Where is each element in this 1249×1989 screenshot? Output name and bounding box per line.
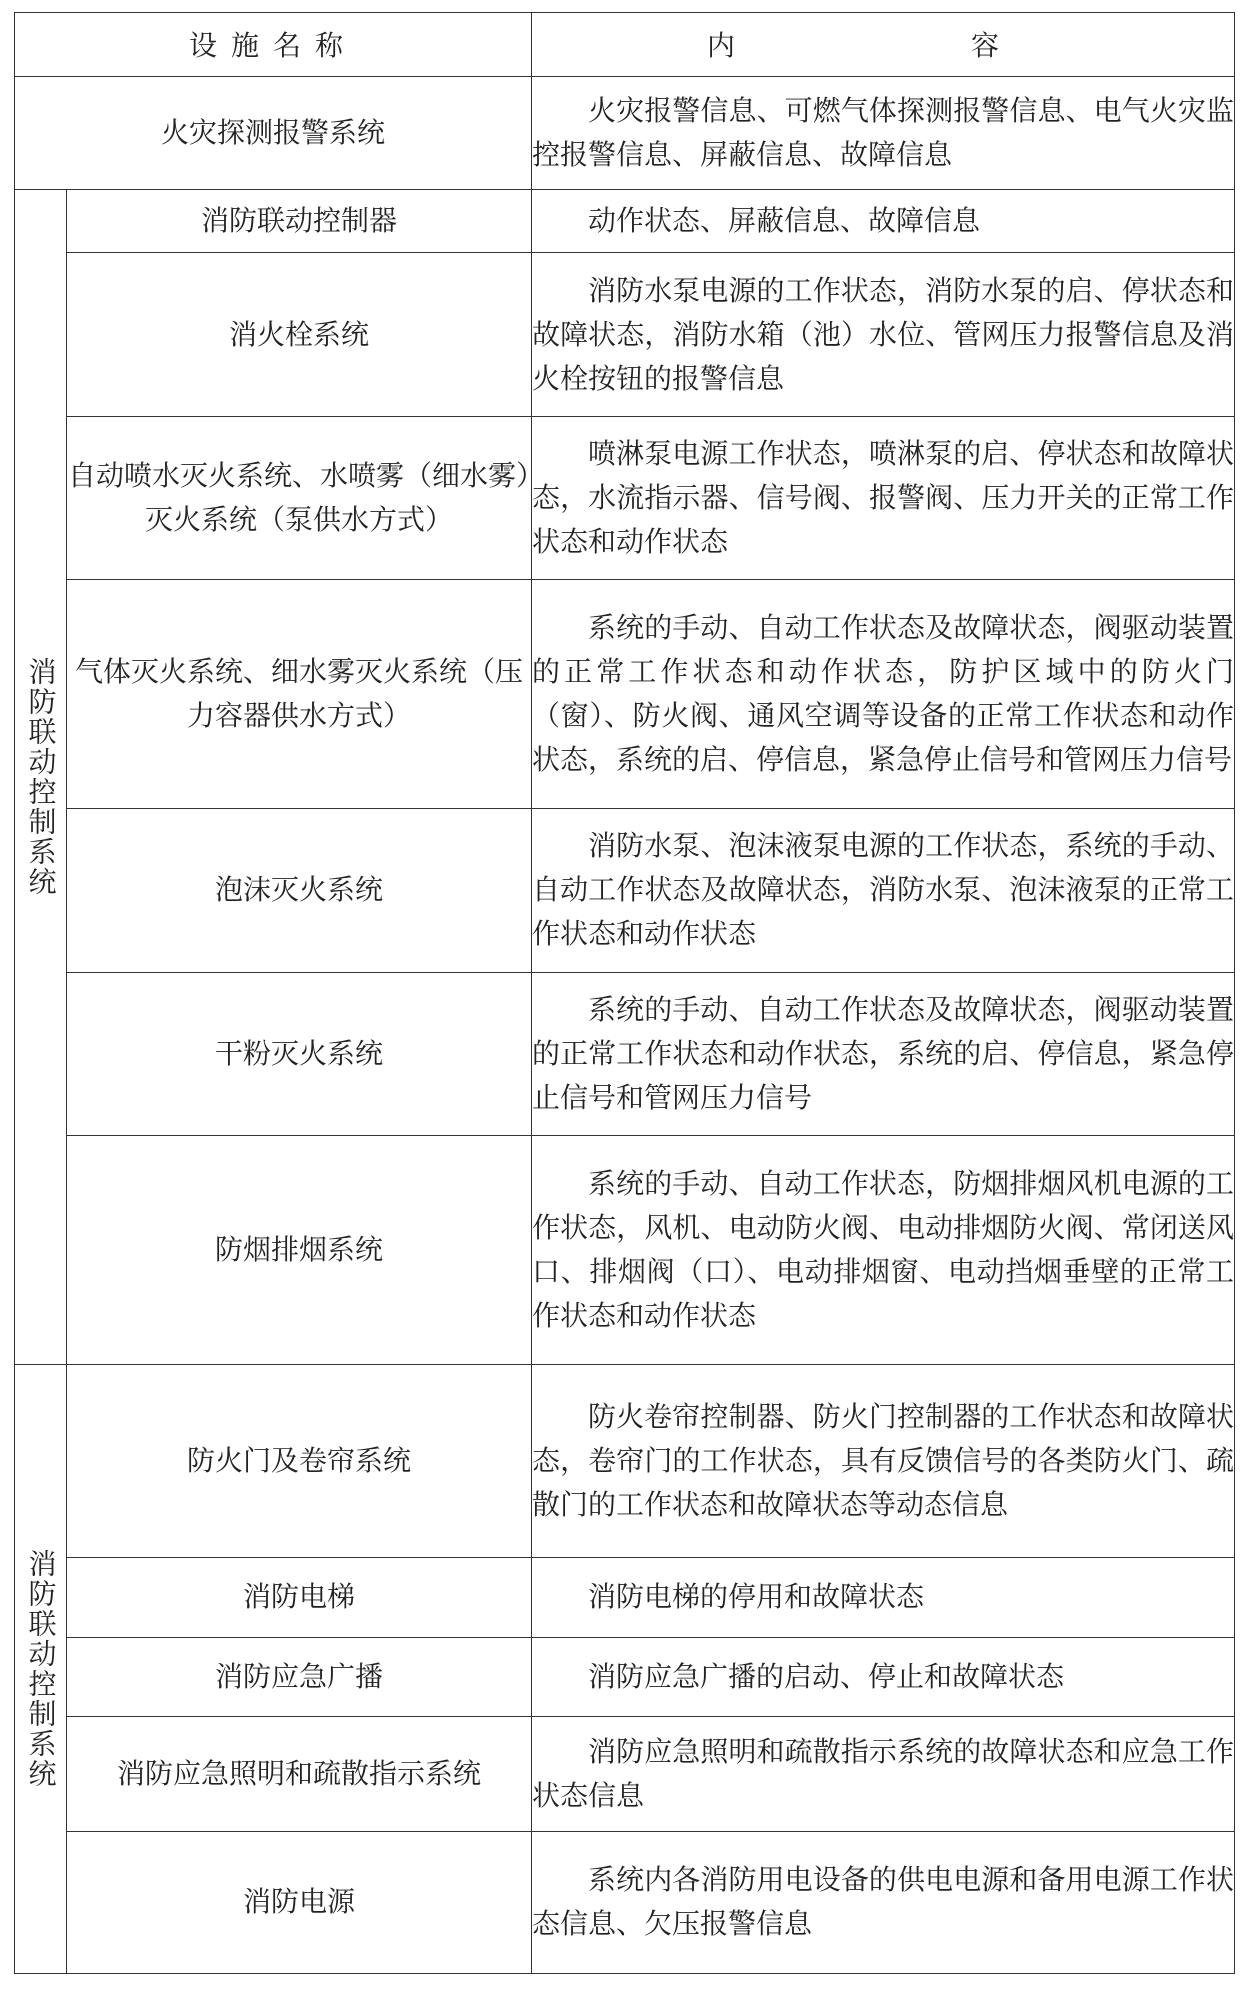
facility-content: 喷淋泵电源工作状态，喷淋泵的启、停状态和故障状态，水流指示器、信号阀、报警阀、压力开关的正常工作状态和动作状态 xyxy=(532,416,1235,579)
facility-content: 防火卷帘控制器、防火门控制器的工作状态和故障状态，卷帘门的工作状态，具有反馈信号的各类防火门、疏散门的工作状态和故障状态等动态信息 xyxy=(532,1365,1235,1558)
facility-name: 自动喷水灭火系统、水喷雾（细水雾）灭火系统（泵供水方式） xyxy=(67,416,532,579)
facility-name: 防火门及卷帘系统 xyxy=(67,1365,532,1558)
facility-name: 消防电源 xyxy=(67,1831,532,1973)
facility-name-fire-alarm: 火灾探测报警系统 xyxy=(15,76,532,189)
header-content: 内 容 xyxy=(532,13,1235,77)
group-label-linkage-control: 消防联动控制系统 xyxy=(15,189,67,1365)
group-label-linkage-control: 消防联动控制系统 xyxy=(15,1365,67,1974)
facility-name: 消防应急广播 xyxy=(67,1637,532,1717)
facility-content: 消防应急广播的启动、停止和故障状态 xyxy=(532,1637,1235,1717)
table-row xyxy=(15,1831,1235,1973)
table-row xyxy=(15,1637,1235,1717)
table-row xyxy=(15,253,1235,416)
facility-name: 防烟排烟系统 xyxy=(67,1135,532,1364)
facility-info-table xyxy=(14,12,1235,1974)
header-facility-name: 设施名称 xyxy=(15,13,532,77)
facility-content: 系统的手动、自动工作状态及故障状态，阀驱动装置的正常工作状态和动作状态，防护区域中的防火门（窗）、防火阀、通风空调等设备的正常工作状态和动作状态，系统的启、停信息，紧急停止信号和管网压力信号 xyxy=(532,579,1235,808)
facility-content: 动作状态、屏蔽信息、故障信息 xyxy=(532,189,1235,253)
facility-content: 消防水泵电源的工作状态，消防水泵的启、停状态和故障状态，消防水箱（池）水位、管网压力报警信息及消火栓按钮的报警信息 xyxy=(532,253,1235,416)
facility-name: 泡沫灭火系统 xyxy=(67,809,532,972)
table-row xyxy=(15,972,1235,1135)
facility-name: 消防电梯 xyxy=(67,1557,532,1637)
facility-content: 消防水泵、泡沫液泵电源的工作状态，系统的手动、自动工作状态及故障状态，消防水泵、泡沫液泵的正常工作状态和动作状态 xyxy=(532,809,1235,972)
facility-content: 系统的手动、自动工作状态及故障状态，阀驱动装置的正常工作状态和动作状态，系统的启、停信息，紧急停止信号和管网压力信号 xyxy=(532,972,1235,1135)
facility-name: 干粉灭火系统 xyxy=(67,972,532,1135)
table-row xyxy=(15,1557,1235,1637)
facility-content: 系统内各消防用电设备的供电电源和备用电源工作状态信息、欠压报警信息 xyxy=(532,1831,1235,1973)
facility-content: 系统的手动、自动工作状态，防烟排烟风机电源的工作状态，风机、电动防火阀、电动排烟防火阀、常闭送风口、排烟阀（口）、电动排烟窗、电动挡烟垂壁的正常工作状态和动作状态 xyxy=(532,1135,1235,1364)
table-row xyxy=(15,189,1235,253)
facility-name: 气体灭火系统、细水雾灭火系统（压力容器供水方式） xyxy=(67,579,532,808)
table-row xyxy=(15,1365,1235,1558)
facility-content: 消防电梯的停用和故障状态 xyxy=(532,1557,1235,1637)
table-row xyxy=(15,809,1235,972)
table-row xyxy=(15,579,1235,808)
table-row xyxy=(15,76,1235,189)
header-row xyxy=(15,13,1235,77)
table-row xyxy=(15,1135,1235,1364)
table-row xyxy=(15,416,1235,579)
table-row xyxy=(15,1717,1235,1831)
facility-name: 消防联动控制器 xyxy=(67,189,532,253)
facility-name: 消火栓系统 xyxy=(67,253,532,416)
facility-content-fire-alarm: 火灾报警信息、可燃气体探测报警信息、电气火灾监控报警信息、屏蔽信息、故障信息 xyxy=(532,76,1235,189)
facility-content: 消防应急照明和疏散指示系统的故障状态和应急工作状态信息 xyxy=(532,1717,1235,1831)
facility-name: 消防应急照明和疏散指示系统 xyxy=(67,1717,532,1831)
